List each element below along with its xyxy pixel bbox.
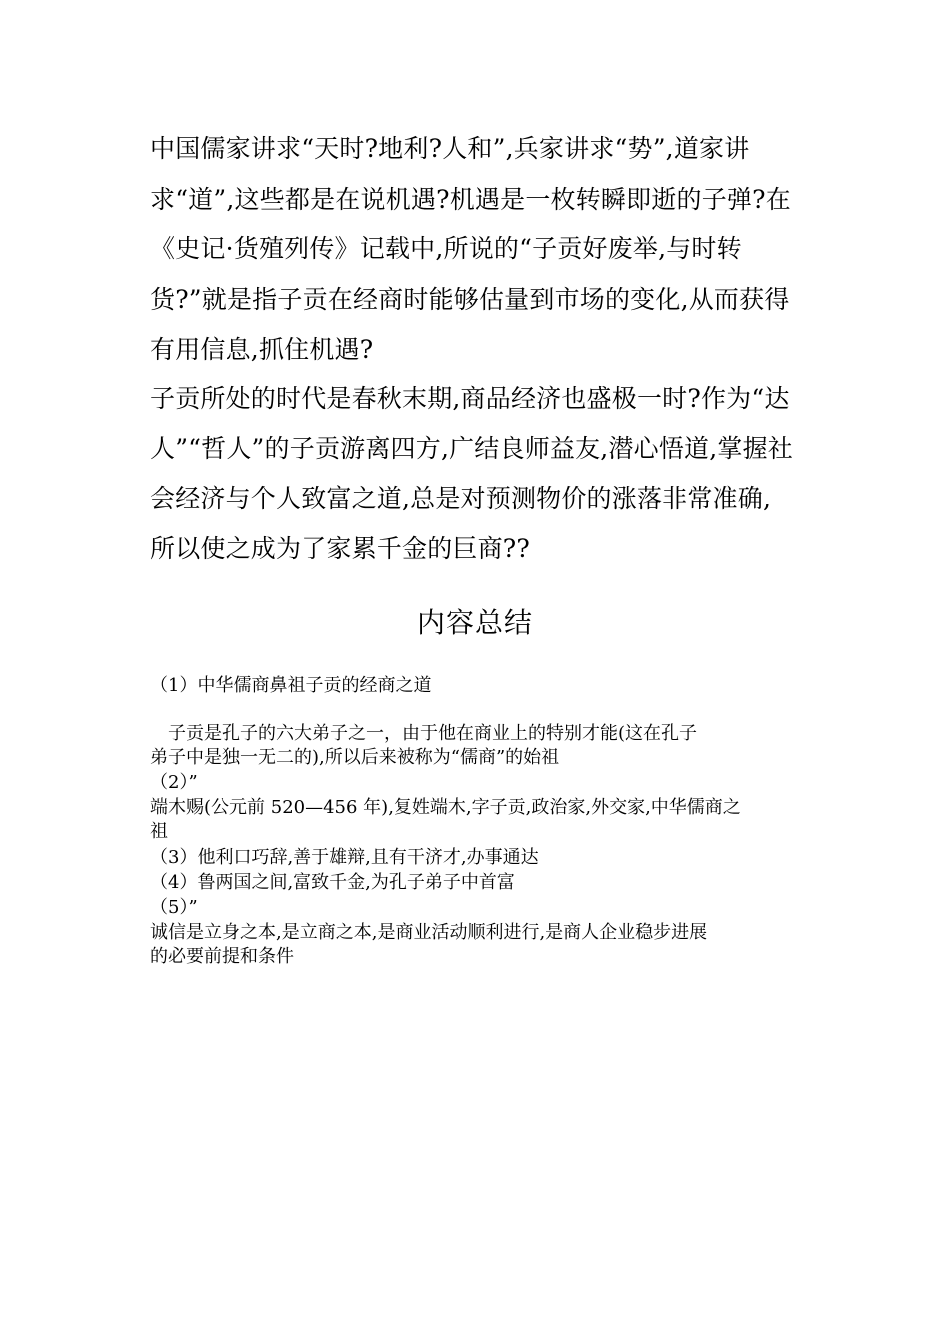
intro-line: 中国儒家讲求“天时?地利?人和”,兵家讲求“势”,道家讲 [150, 134, 750, 163]
summary-line: 诚信是立身之本,是立商之本,是商业活动顺利进行,是商人企业稳步进展 [150, 922, 708, 943]
summary-line: 的必要前提和条件 [150, 946, 294, 967]
intro-line: 《史记·货殖列传》记载中,所说的“子贡好废举,与时转 [150, 234, 742, 263]
summary-line: （3）他利口巧辞,善于雄辩,且有干济才,办事通达 [150, 847, 539, 868]
summary-line: 弟子中是独一无二的),所以后来被称为“儒商”的始祖 [150, 747, 560, 768]
summary-line: （5）” [150, 897, 198, 918]
summary-line: （2）” [150, 772, 198, 793]
intro-line: 会经济与个人致富之道,总是对预测物价的涨落非常准确, [150, 484, 772, 513]
intro-line: 子贡所处的时代是春秋末期,商品经济也盛极一时?作为“达 [150, 384, 790, 413]
summary-line: （1）中华儒商鼻祖子贡的经商之道 [150, 675, 432, 696]
summary-line: 子贡是孔子的六大弟子之一，由于他在商业上的特别才能(这在孔子 [150, 723, 698, 744]
intro-line: 人”“哲人”的子贡游离四方,广结良师益友,潜心悟道,掌握社 [150, 434, 793, 463]
intro-line: 求“道”,这些都是在说机遇?机遇是一枚转瞬即逝的子弹?在 [150, 185, 791, 214]
intro-line: 所以使之成为了家累千金的巨商?? [150, 534, 531, 563]
summary-line: （4）鲁两国之间,富致千金,为孔子弟子中首富 [150, 872, 515, 893]
intro-line: 货?”就是指子贡在经商时能够估量到市场的变化,从而获得 [150, 285, 790, 314]
summary-heading: 内容总结 [416, 606, 533, 639]
summary-line: 祖 [150, 821, 168, 842]
summary-line: 端木赐(公元前 520—456 年),复姓端木,字子贡,政治家,外交家,中华儒商之 [150, 797, 741, 818]
intro-line: 有用信息,抓住机遇? [150, 335, 374, 364]
